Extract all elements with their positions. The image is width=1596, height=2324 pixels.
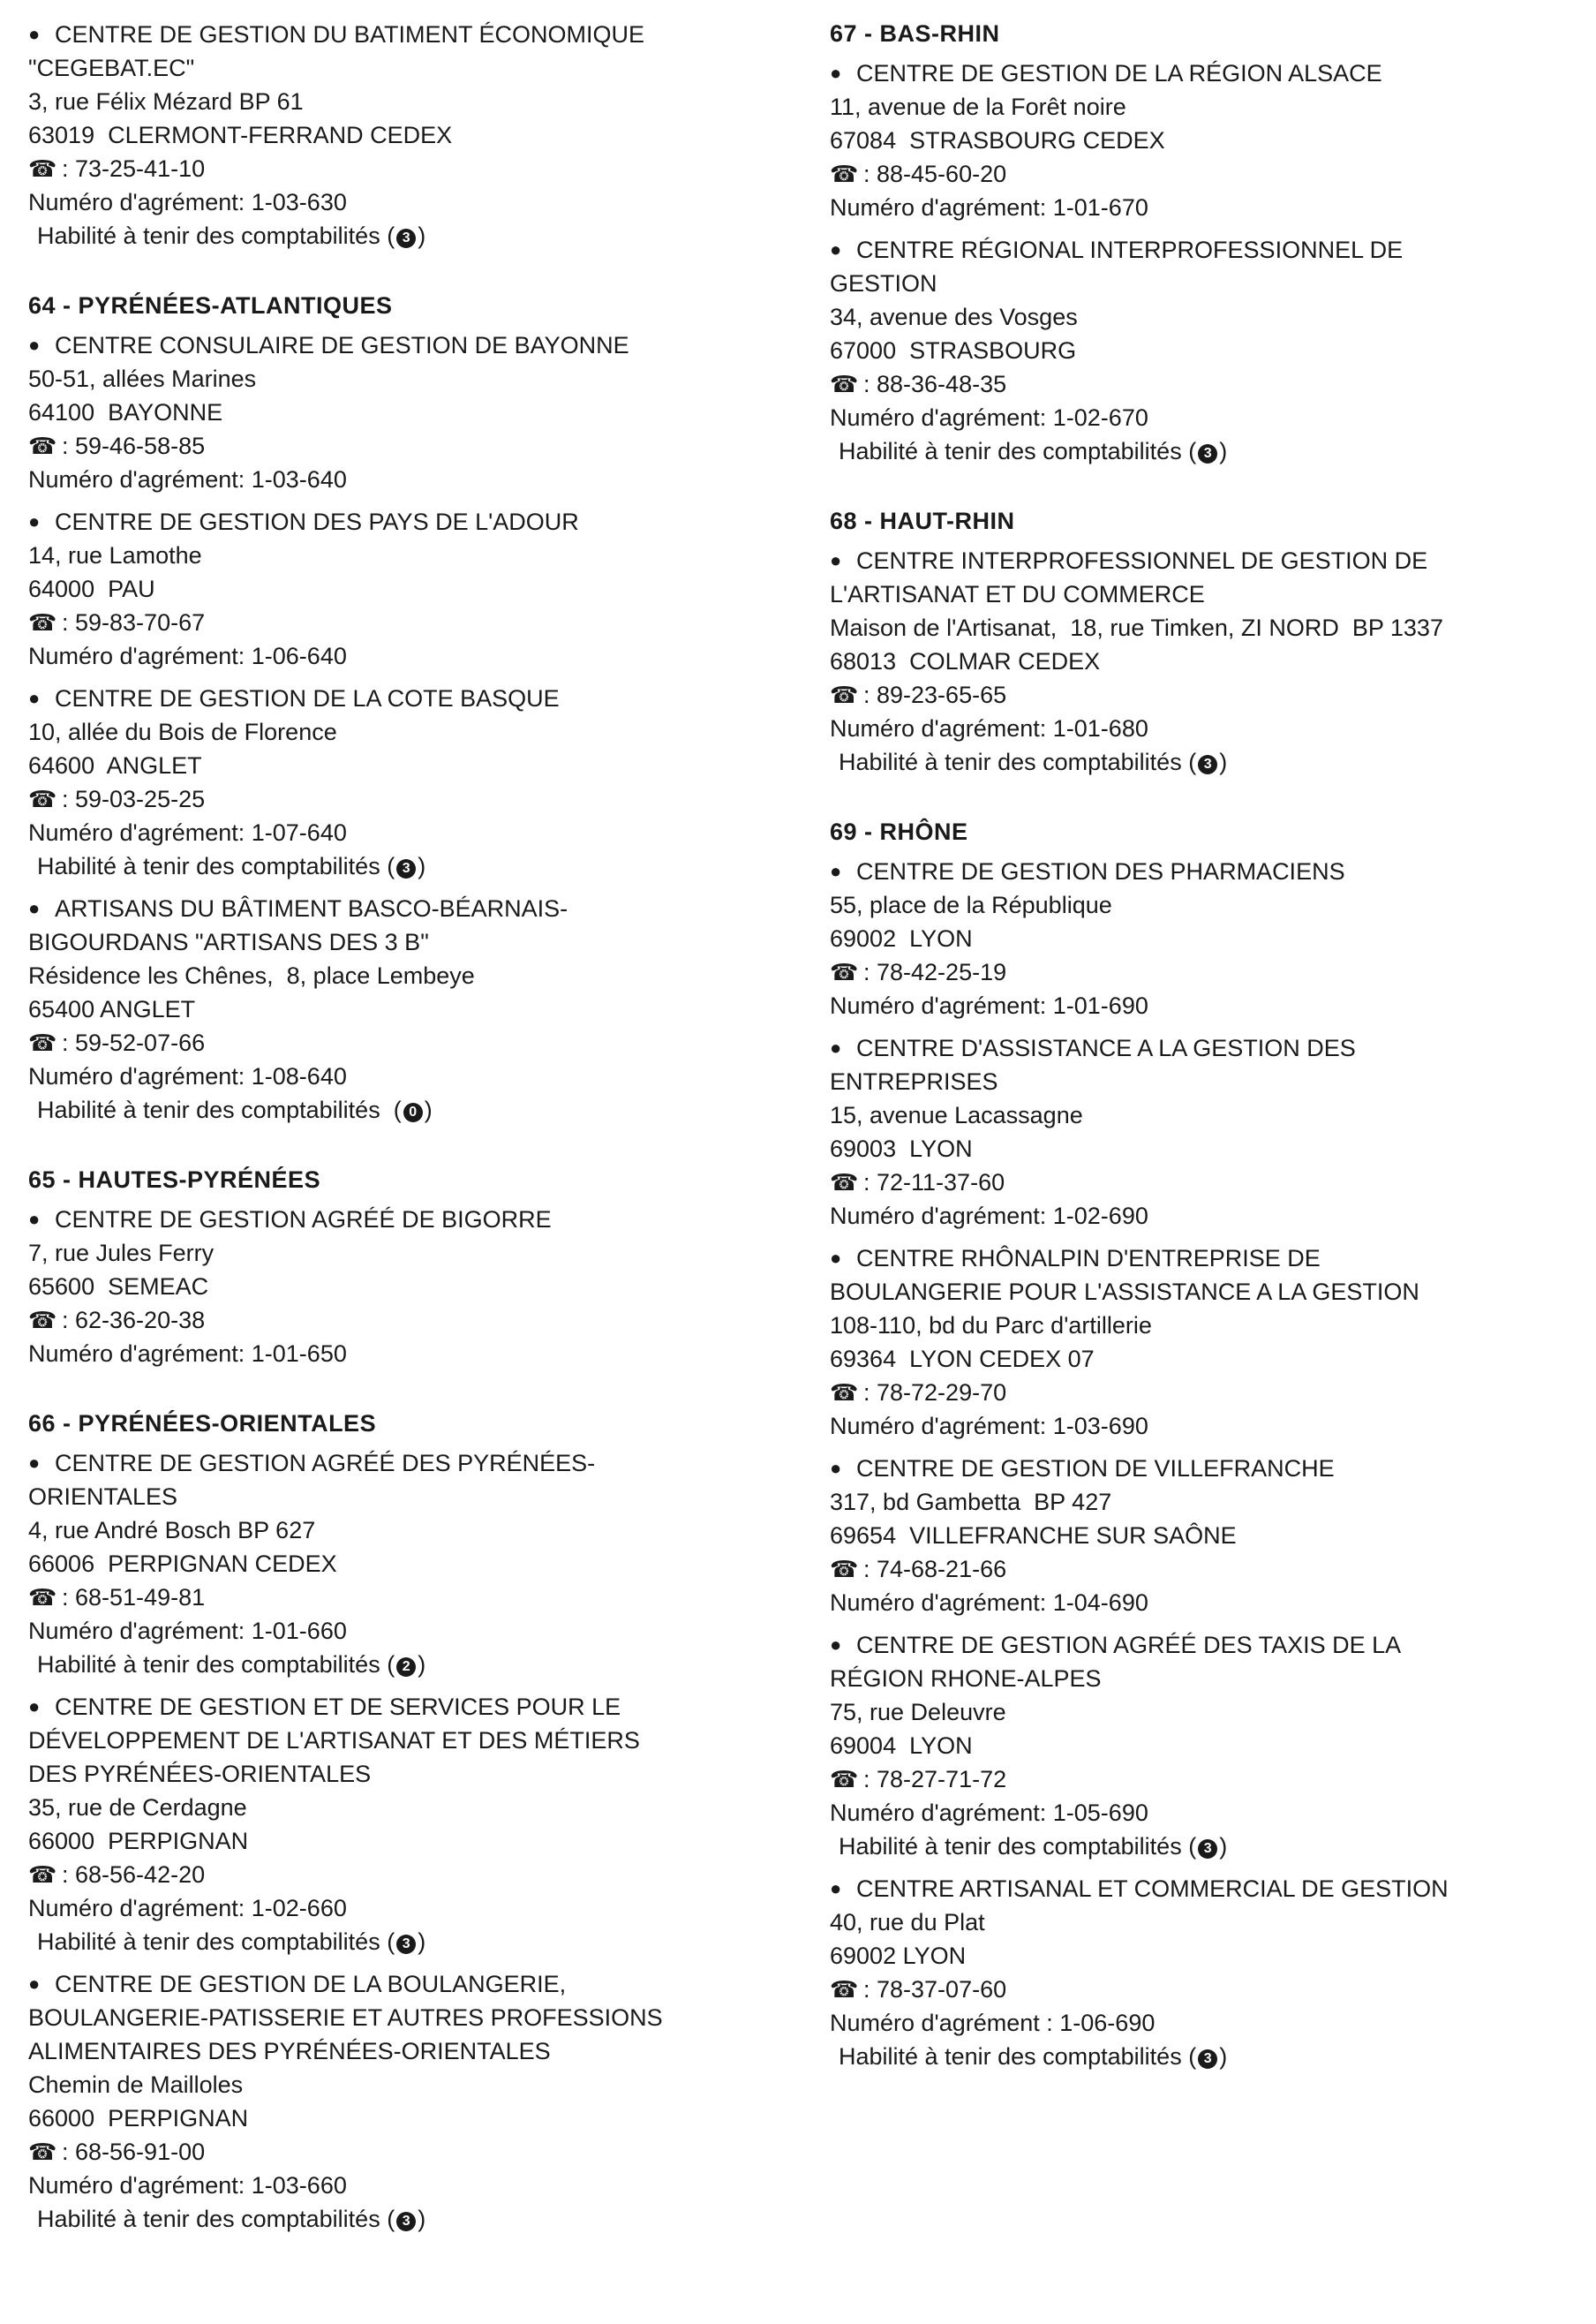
department-section	[28, 1164, 805, 1370]
habilitation-text: Habilité à tenir des comptabilités (	[839, 749, 1197, 775]
close-paren: )	[1219, 438, 1228, 464]
entry-address-line: 34, avenue des Vosges	[830, 304, 1078, 330]
entry-habilitation	[28, 1925, 805, 1958]
entry-name: CENTRE D'ASSISTANCE A LA GESTION DES	[856, 1035, 1356, 1061]
entry-habilitation	[28, 849, 805, 883]
entry-name: CENTRE DE GESTION AGRÉÉ DES TAXIS DE LA	[856, 1632, 1402, 1658]
directory-entry	[830, 1628, 1580, 1863]
entry-name-line	[830, 1031, 1580, 1065]
directory-entry	[830, 57, 1580, 224]
directory-entry	[28, 505, 805, 673]
entry-name-line	[830, 1628, 1580, 1662]
entry-name-line	[28, 1480, 805, 1513]
entry-habilitation	[28, 1093, 805, 1127]
entry-address-line: 66000 PERPIGNAN	[28, 1828, 249, 1854]
phone-icon: ☎	[28, 1861, 57, 1888]
directory-entry	[830, 855, 1580, 1022]
entry-address-line: 11, avenue de la Forêt noire	[830, 94, 1126, 120]
phone-number: : 78-42-25-19	[863, 959, 1007, 985]
entry-address-line: 64000 PAU	[28, 576, 155, 602]
directory-entry	[28, 892, 805, 1127]
entry-name: CENTRE CONSULAIRE DE GESTION DE BAYONNE	[55, 332, 629, 358]
phone-number: : 59-03-25-25	[62, 786, 206, 812]
phone-number: : 62-36-20-38	[62, 1307, 206, 1333]
directory-entry	[830, 233, 1580, 468]
entry-name-line	[830, 544, 1580, 577]
directory-entry	[830, 544, 1580, 779]
entry-name: BOULANGERIE POUR L'ASSISTANCE A LA GESTION	[830, 1279, 1419, 1305]
habilitation-text: Habilité à tenir des comptabilités (	[37, 223, 395, 249]
entry-agrement: Numéro d'agrément: 1-03-640	[28, 466, 347, 493]
left-column	[28, 18, 805, 2273]
circled-number-icon: 3	[396, 859, 416, 879]
entry-name-line	[830, 1662, 1580, 1695]
entry-agrement: Numéro d'agrément : 1-06-690	[830, 2010, 1156, 2036]
bullet-icon: ●	[830, 860, 842, 882]
circled-number-icon: 3	[396, 1935, 416, 1954]
entry-name-line	[28, 1690, 805, 1724]
bullet-icon: ●	[830, 549, 842, 571]
entry-agrement: Numéro d'agrément: 1-01-690	[830, 992, 1148, 1019]
entry-agrement: Numéro d'agrément: 1-01-670	[830, 194, 1148, 221]
habilitation-text: Habilité à tenir des comptabilités (	[37, 1651, 395, 1678]
entry-address-line: 15, avenue Lacassagne	[830, 1102, 1083, 1128]
entry-agrement: Numéro d'agrément: 1-03-630	[28, 189, 347, 215]
circled-number-icon: 3	[1198, 444, 1217, 464]
phone-icon: ☎	[28, 609, 57, 636]
department-section	[28, 1407, 805, 2236]
phone-icon: ☎	[28, 433, 57, 459]
entry-name-line	[28, 51, 805, 85]
directory-entry	[28, 1203, 805, 1370]
phone-icon: ☎	[830, 371, 859, 397]
entry-address-line: 69002 LYON	[830, 925, 973, 952]
close-paren: )	[418, 223, 426, 249]
entry-agrement: Numéro d'agrément: 1-01-660	[28, 1618, 347, 1644]
entry-name: RÉGION RHONE-ALPES	[830, 1665, 1102, 1692]
entry-name-line	[28, 925, 805, 959]
entry-habilitation	[830, 434, 1580, 468]
entry-phone	[28, 2135, 805, 2169]
directory-entry	[830, 1031, 1580, 1233]
directory-entry	[830, 1872, 1580, 2073]
phone-number: : 73-25-41-10	[62, 155, 206, 182]
entry-address-line: 67084 STRASBOURG CEDEX	[830, 127, 1165, 154]
entry-name-line	[830, 233, 1580, 267]
entry-phone	[28, 606, 805, 639]
entry-address-line: 69004 LYON	[830, 1732, 973, 1759]
entry-address-line: 14, rue Lamothe	[28, 542, 202, 569]
phone-icon: ☎	[830, 1976, 859, 2003]
bullet-icon: ●	[28, 510, 41, 532]
phone-number: : 59-83-70-67	[62, 609, 206, 636]
entry-name: CENTRE DE GESTION AGRÉÉ DE BIGORRE	[55, 1206, 552, 1233]
entry-name: ALIMENTAIRES DES PYRÉNÉES-ORIENTALES	[28, 2038, 551, 2064]
phone-icon: ☎	[28, 1307, 57, 1333]
entry-name: ENTREPRISES	[830, 1068, 998, 1095]
entry-name: CENTRE DE GESTION DE VILLEFRANCHE	[856, 1455, 1335, 1482]
bullet-icon: ●	[830, 1457, 842, 1479]
entry-name: ORIENTALES	[28, 1483, 178, 1510]
entry-phone	[830, 367, 1580, 401]
entry-name: CENTRE DE GESTION AGRÉÉ DES PYRÉNÉES-	[55, 1450, 596, 1476]
entry-name: GESTION	[830, 270, 937, 297]
habilitation-text: Habilité à tenir des comptabilités (	[37, 1928, 395, 1955]
entry-agrement: Numéro d'agrément: 1-02-670	[830, 404, 1148, 431]
entry-phone	[830, 955, 1580, 989]
entry-name-line	[830, 1241, 1580, 1275]
entry-address-line: 64100 BAYONNE	[28, 399, 223, 426]
entry-name: CENTRE DE GESTION DU BATIMENT ÉCONOMIQUE	[55, 21, 645, 48]
entry-name: CENTRE DE GESTION DES PAYS DE L'ADOUR	[55, 509, 579, 535]
circled-number-icon: 3	[396, 2212, 416, 2231]
phone-icon: ☎	[830, 161, 859, 187]
bullet-icon: ●	[28, 334, 41, 356]
entry-phone	[28, 152, 805, 185]
department-section	[830, 816, 1580, 2073]
directory-entry	[28, 1967, 805, 2236]
phone-icon: ☎	[28, 155, 57, 182]
entry-address-line: 55, place de la République	[830, 892, 1112, 918]
entry-name: CENTRE DE GESTION ET DE SERVICES POUR LE	[55, 1694, 621, 1720]
entry-name: "CEGEBAT.EC"	[28, 55, 195, 81]
entry-name: CENTRE RÉGIONAL INTERPROFESSIONNEL DE	[856, 237, 1404, 263]
entry-habilitation	[28, 2202, 805, 2236]
entry-address-line: 66000 PERPIGNAN	[28, 2105, 249, 2132]
entry-phone	[28, 1303, 805, 1337]
entry-agrement: Numéro d'agrément: 1-03-690	[830, 1413, 1148, 1439]
entry-name: CENTRE DE GESTION DE LA RÉGION ALSACE	[856, 60, 1382, 87]
circled-number-icon: 3	[1198, 1839, 1217, 1859]
entry-name-line	[830, 1452, 1580, 1485]
entry-address-line: 108-110, bd du Parc d'artillerie	[830, 1312, 1152, 1339]
close-paren: )	[424, 1097, 433, 1123]
entry-name-line	[830, 855, 1580, 888]
entry-address-line: 66006 PERPIGNAN CEDEX	[28, 1551, 337, 1577]
department-section	[830, 505, 1580, 779]
entry-name: ARTISANS DU BÂTIMENT BASCO-BÉARNAIS-	[55, 895, 568, 922]
bullet-icon: ●	[28, 23, 41, 45]
entry-address-line: 7, rue Jules Ferry	[28, 1240, 215, 1266]
phone-icon: ☎	[28, 786, 57, 812]
department-heading: 65 - HAUTES-PYRÉNÉES	[28, 1166, 321, 1193]
entry-phone	[28, 1858, 805, 1891]
phone-number: : 88-36-48-35	[863, 371, 1007, 397]
entry-agrement: Numéro d'agrément: 1-06-640	[28, 643, 347, 669]
phone-icon: ☎	[28, 1584, 57, 1611]
entry-name: L'ARTISANAT ET DU COMMERCE	[830, 581, 1205, 607]
phone-icon: ☎	[830, 1766, 859, 1792]
entry-name-line	[28, 1724, 805, 1757]
department-section	[28, 290, 805, 1127]
entry-habilitation	[830, 1830, 1580, 1863]
close-paren: )	[418, 853, 426, 879]
entry-agrement: Numéro d'agrément: 1-05-690	[830, 1800, 1148, 1826]
bullet-icon: ●	[28, 1695, 41, 1717]
habilitation-text: Habilité à tenir des comptabilités (	[37, 2206, 395, 2232]
department-section	[830, 18, 1580, 468]
close-paren: )	[1219, 1833, 1228, 1860]
entry-phone	[830, 1552, 1580, 1586]
entry-name-line	[830, 57, 1580, 90]
department-section	[28, 18, 805, 253]
entry-name-line	[830, 1065, 1580, 1098]
entry-name-line	[28, 328, 805, 362]
entry-name-line	[28, 1967, 805, 2001]
bullet-icon: ●	[28, 1208, 41, 1230]
phone-number: : 72-11-37-60	[863, 1169, 1005, 1196]
entry-phone	[830, 1762, 1580, 1796]
entry-name: DÉVELOPPEMENT DE L'ARTISANAT ET DES MÉTIERS	[28, 1727, 640, 1754]
entry-phone	[830, 1973, 1580, 2006]
entry-agrement: Numéro d'agrément: 1-08-640	[28, 1063, 347, 1090]
entry-address-line: 68013 COLMAR CEDEX	[830, 648, 1101, 675]
phone-number: : 59-52-07-66	[62, 1030, 206, 1056]
entry-address-line: 3, rue Félix Mézard BP 61	[28, 88, 304, 115]
phone-number: : 74-68-21-66	[863, 1556, 1007, 1582]
phone-icon: ☎	[830, 1169, 859, 1196]
entry-agrement: Numéro d'agrément: 1-04-690	[830, 1589, 1148, 1616]
entry-name-line	[830, 1275, 1580, 1309]
department-heading: 69 - RHÔNE	[830, 819, 968, 845]
directory-entry	[28, 1690, 805, 1958]
phone-number: : 89-23-65-65	[863, 682, 1007, 708]
entry-address-line: 69003 LYON	[830, 1136, 973, 1162]
entry-name: CENTRE ARTISANAL ET COMMERCIAL DE GESTION	[856, 1875, 1449, 1902]
entry-habilitation	[28, 1648, 805, 1681]
habilitation-text: Habilité à tenir des comptabilités (	[839, 2043, 1197, 2070]
bullet-icon: ●	[830, 238, 842, 260]
phone-icon: ☎	[28, 1030, 57, 1056]
entry-name: CENTRE DE GESTION DE LA BOULANGERIE,	[55, 1971, 567, 1997]
entry-name-line	[28, 2034, 805, 2068]
bullet-icon: ●	[830, 1037, 842, 1059]
entry-name: CENTRE RHÔNALPIN D'ENTREPRISE DE	[856, 1245, 1321, 1271]
bullet-icon: ●	[28, 687, 41, 709]
entry-address-line: 69654 VILLEFRANCHE SUR SAÔNE	[830, 1522, 1237, 1549]
entry-address-line: Maison de l'Artisanat, 18, rue Timken, ZI NORD BP 1337	[830, 615, 1443, 641]
entry-phone	[28, 782, 805, 816]
entry-address-line: 75, rue Deleuvre	[830, 1699, 1006, 1725]
bullet-icon: ●	[830, 1247, 842, 1269]
circled-number-icon: 3	[1198, 2049, 1217, 2069]
entry-address-line: 69364 LYON CEDEX 07	[830, 1346, 1095, 1372]
entry-agrement: Numéro d'agrément: 1-01-650	[28, 1340, 347, 1367]
entry-address-line: 64600 ANGLET	[28, 752, 202, 779]
bullet-icon: ●	[830, 1634, 842, 1656]
phone-icon: ☎	[830, 682, 859, 708]
entry-name-line	[830, 1872, 1580, 1905]
entry-habilitation	[28, 219, 805, 253]
phone-number: : 78-37-07-60	[863, 1976, 1007, 2003]
habilitation-text: Habilité à tenir des comptabilités (	[839, 1833, 1197, 1860]
circled-number-icon: 0	[403, 1103, 423, 1122]
entry-address-line: 65600 SEMEAC	[28, 1273, 209, 1300]
bullet-icon: ●	[28, 897, 41, 919]
entry-phone	[28, 429, 805, 463]
department-heading: 68 - HAUT-RHIN	[830, 508, 1015, 534]
habilitation-text: Habilité à tenir des comptabilités (	[37, 1097, 402, 1123]
bullet-icon: ●	[830, 62, 842, 84]
entry-habilitation	[830, 2040, 1580, 2073]
entry-agrement: Numéro d'agrément: 1-02-690	[830, 1203, 1148, 1229]
directory-entry	[28, 1446, 805, 1681]
entry-address-line: 4, rue André Bosch BP 627	[28, 1517, 316, 1543]
entry-phone	[830, 678, 1580, 712]
entry-name-line	[28, 1446, 805, 1480]
circled-number-icon: 3	[396, 229, 416, 248]
phone-number: : 68-56-91-00	[62, 2139, 206, 2165]
entry-name-line	[28, 2001, 805, 2034]
entry-phone	[28, 1581, 805, 1614]
entry-name: CENTRE INTERPROFESSIONNEL DE GESTION DE	[856, 547, 1428, 574]
phone-icon: ☎	[28, 2139, 57, 2165]
directory-entry	[830, 1241, 1580, 1443]
entry-address-line: Résidence les Chênes, 8, place Lembeye	[28, 962, 475, 989]
entry-phone	[28, 1026, 805, 1060]
close-paren: )	[418, 1651, 426, 1678]
entry-agrement: Numéro d'agrément: 1-02-660	[28, 1895, 347, 1921]
entry-name: BIGOURDANS "ARTISANS DES 3 B"	[28, 929, 429, 955]
entry-habilitation	[830, 745, 1580, 779]
department-heading: 64 - PYRÉNÉES-ATLANTIQUES	[28, 292, 393, 319]
close-paren: )	[1219, 2043, 1228, 2070]
entry-address-line: 40, rue du Plat	[830, 1909, 985, 1935]
circled-number-icon: 2	[396, 1657, 416, 1677]
entry-name-line	[28, 1757, 805, 1791]
entry-phone	[830, 1376, 1580, 1409]
bullet-icon: ●	[28, 1973, 41, 1995]
entry-agrement: Numéro d'agrément: 1-07-640	[28, 819, 347, 846]
phone-number: : 68-56-42-20	[62, 1861, 206, 1888]
entry-phone	[830, 157, 1580, 191]
directory-entry	[28, 18, 805, 253]
phone-number: : 68-51-49-81	[62, 1584, 206, 1611]
entry-address-line: 10, allée du Bois de Florence	[28, 719, 337, 745]
department-heading: 66 - PYRÉNÉES-ORIENTALES	[28, 1410, 377, 1437]
close-paren: )	[418, 1928, 426, 1955]
entry-name: DES PYRÉNÉES-ORIENTALES	[28, 1761, 372, 1787]
entry-name-line	[28, 682, 805, 715]
entry-address-line: 317, bd Gambetta BP 427	[830, 1489, 1112, 1515]
directory-entry	[830, 1452, 1580, 1619]
entry-name-line	[28, 1203, 805, 1236]
entry-phone	[830, 1166, 1580, 1199]
entry-address-line: 69002 LYON	[830, 1943, 967, 1969]
entry-address-line: 67000 STRASBOURG	[830, 337, 1077, 364]
entry-agrement: Numéro d'agrément: 1-03-660	[28, 2172, 347, 2199]
entry-name-line	[830, 577, 1580, 611]
phone-number: : 78-27-71-72	[863, 1766, 1007, 1792]
entry-address-line: Chemin de Mailloles	[28, 2071, 244, 2098]
circled-number-icon: 3	[1198, 755, 1217, 774]
habilitation-text: Habilité à tenir des comptabilités (	[37, 853, 395, 879]
phone-number: : 88-45-60-20	[863, 161, 1007, 187]
entry-name: CENTRE DE GESTION DE LA COTE BASQUE	[55, 685, 560, 712]
entry-name-line	[830, 267, 1580, 300]
phone-icon: ☎	[830, 1379, 859, 1406]
directory-entry	[28, 328, 805, 496]
bullet-icon: ●	[830, 1877, 842, 1899]
bullet-icon: ●	[28, 1452, 41, 1474]
department-heading: 67 - BAS-RHIN	[830, 20, 1000, 47]
entry-agrement: Numéro d'agrément: 1-01-680	[830, 715, 1148, 742]
entry-address-line: 63019 CLERMONT-FERRAND CEDEX	[28, 122, 453, 148]
entry-name-line	[28, 505, 805, 539]
entry-address-line: 35, rue de Cerdagne	[28, 1794, 247, 1821]
right-column	[830, 18, 1580, 2110]
directory-entry	[28, 682, 805, 883]
entry-name-line	[28, 18, 805, 51]
phone-number: : 59-46-58-85	[62, 433, 206, 459]
habilitation-text: Habilité à tenir des comptabilités (	[839, 438, 1197, 464]
entry-address-line: 65400 ANGLET	[28, 996, 196, 1022]
entry-address-line: 50-51, allées Marines	[28, 366, 257, 392]
close-paren: )	[418, 2206, 426, 2232]
phone-number: : 78-72-29-70	[863, 1379, 1007, 1406]
entry-name-line	[28, 892, 805, 925]
entry-name: CENTRE DE GESTION DES PHARMACIENS	[856, 858, 1345, 885]
phone-icon: ☎	[830, 1556, 859, 1582]
entry-name: BOULANGERIE-PATISSERIE ET AUTRES PROFESSIONS	[28, 2004, 663, 2031]
close-paren: )	[1219, 749, 1228, 775]
phone-icon: ☎	[830, 959, 859, 985]
